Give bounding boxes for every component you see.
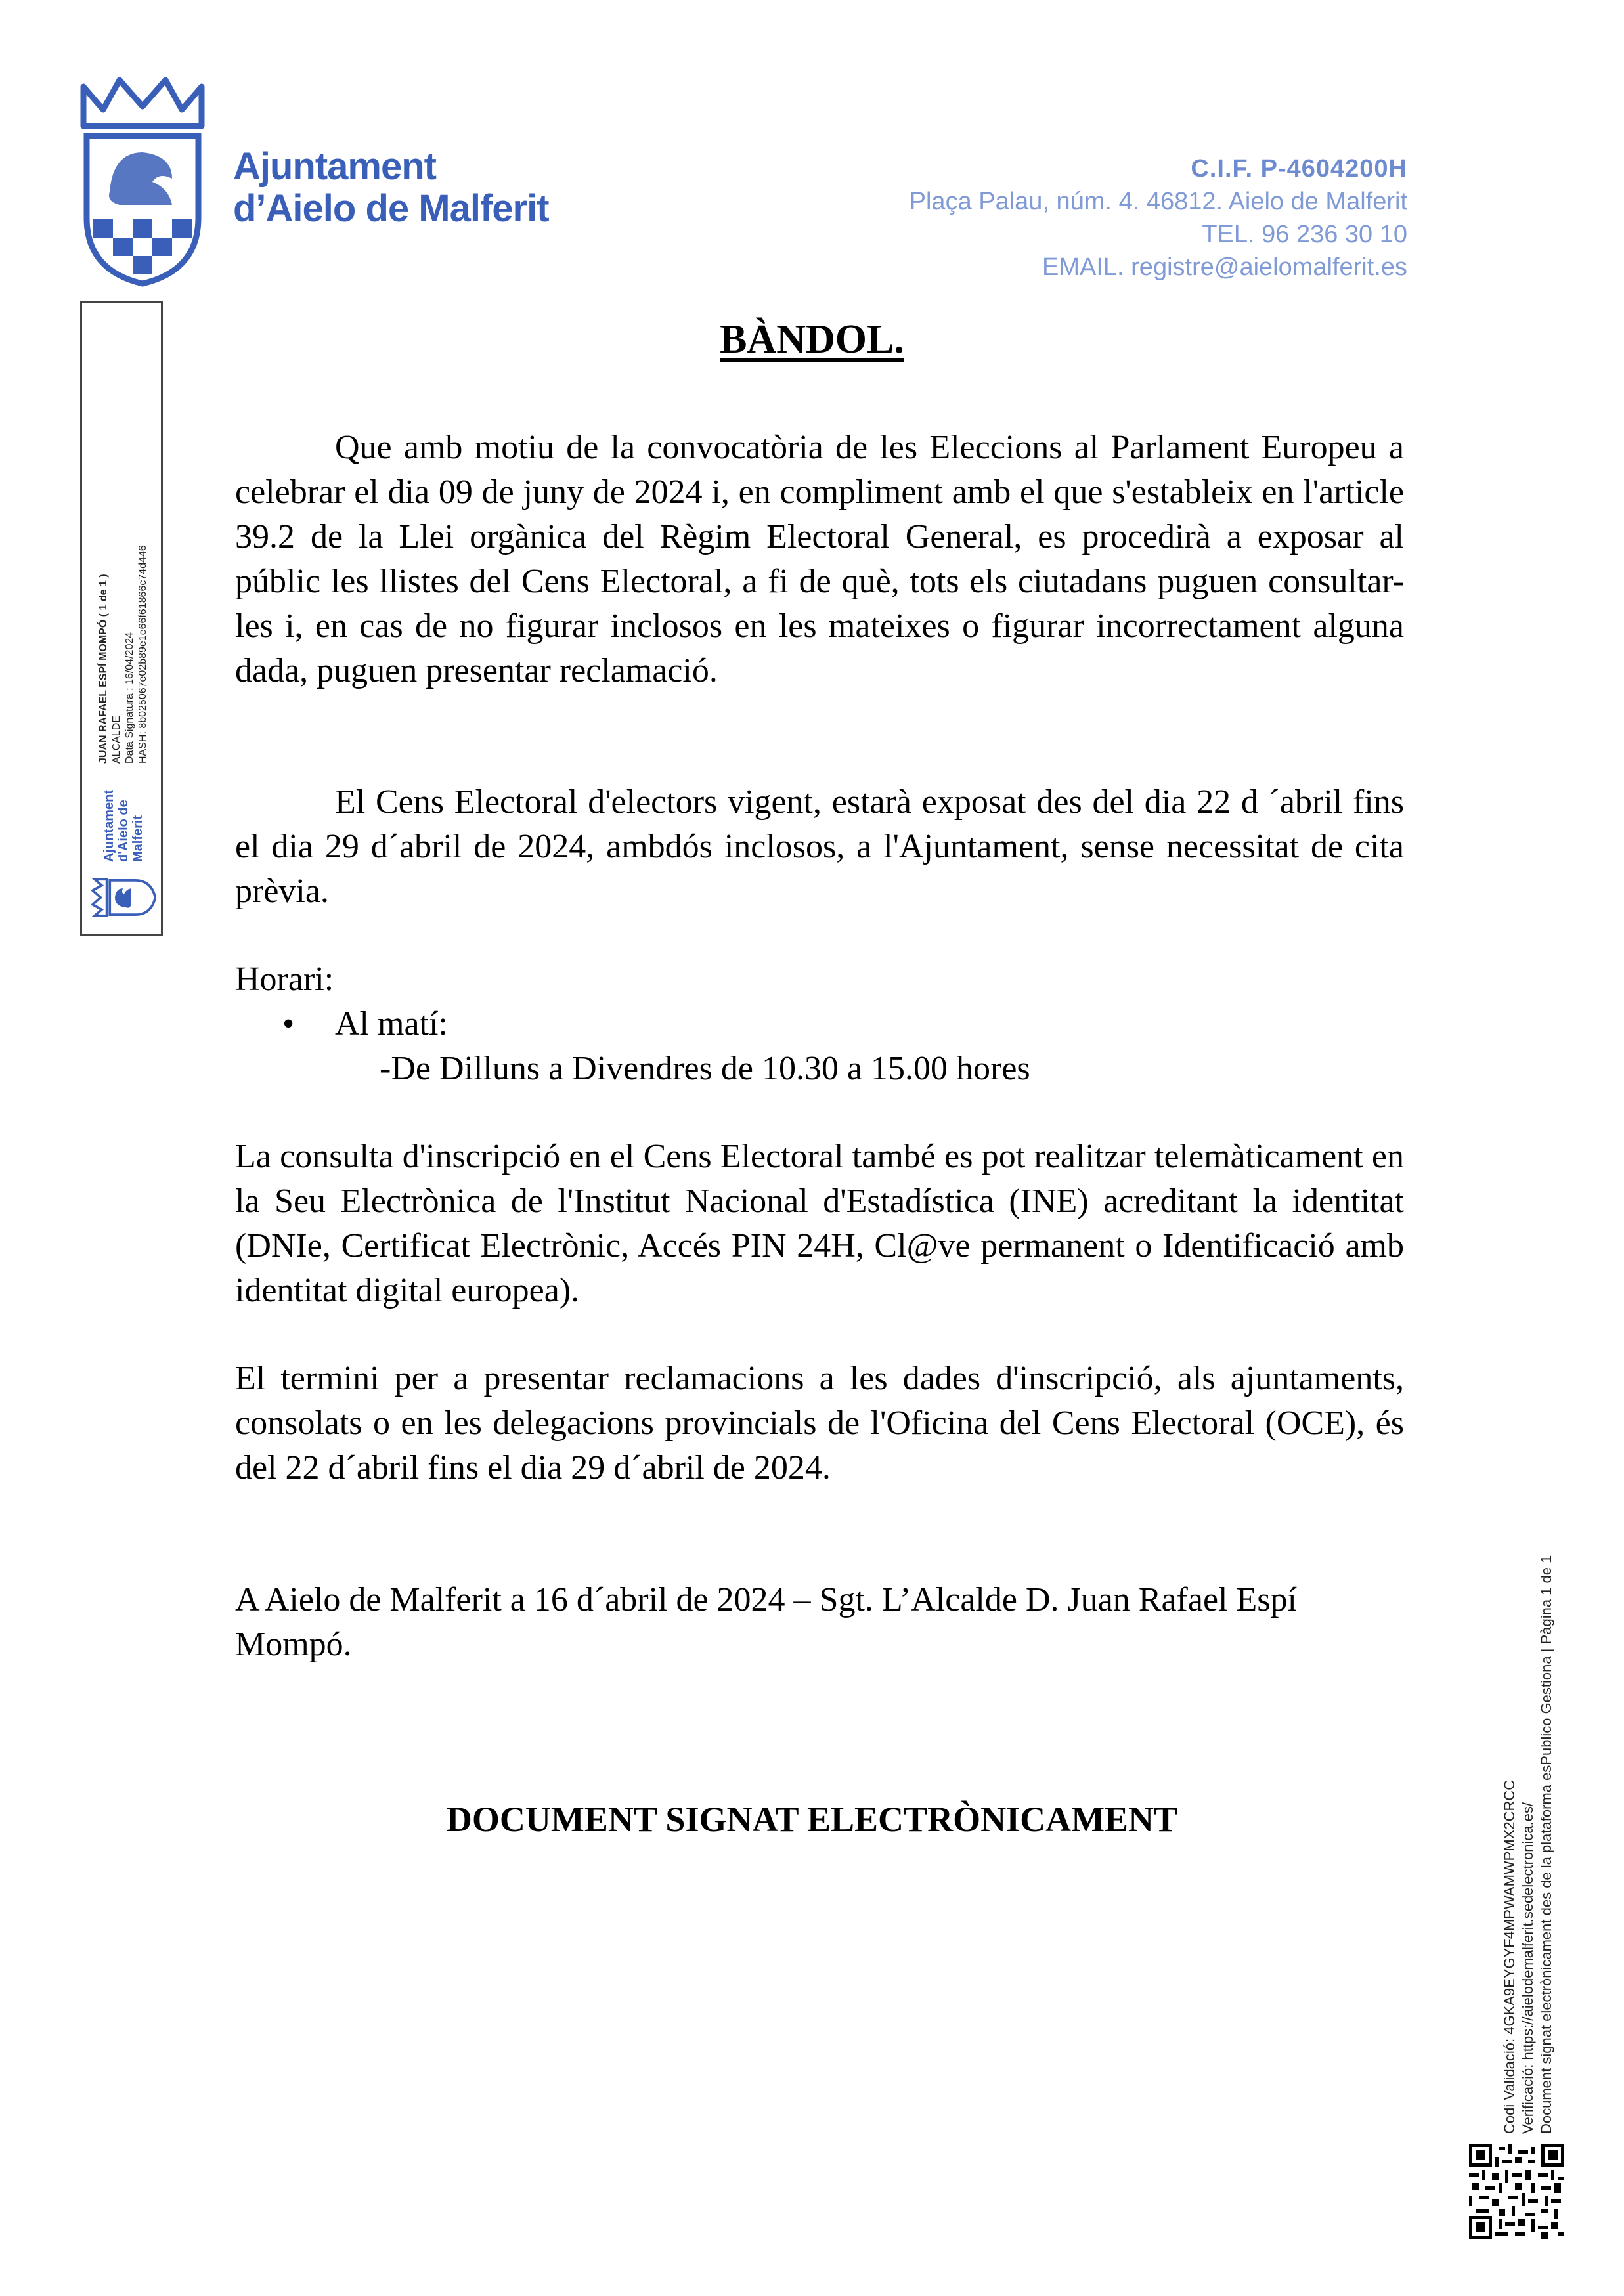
contact-block xyxy=(910,152,1407,284)
municipal-coat-of-arms-logo xyxy=(80,74,205,287)
document-title: BÀNDOL. xyxy=(720,317,904,362)
paragraph-claims-period: El termini per a presentar reclamacions a les dades d'inscripció, als ajuntaments, consolats o en les delegacions provincials de l'Oficina del Cens Electoral (OCE), és del 22 d´abril fins el dia 29 d´abril de 2024. xyxy=(235,1360,1404,1486)
stamp-role: ALCALDE xyxy=(111,716,122,764)
bullet-icon: • xyxy=(282,1005,295,1043)
stamp-brand xyxy=(102,783,145,862)
brand-line-1: Ajuntament xyxy=(233,145,436,188)
address: Plaça Palau, núm. 4. 46812. Aielo de Malferit xyxy=(909,188,1407,215)
stamp-signer: JUAN RAFAEL ESPÍ MOMPÓ ( 1 de 1 ) xyxy=(98,574,109,764)
schedule-hours: -De Dilluns a Divendres de 10.30 a 15.00 hores xyxy=(380,1050,1030,1087)
stamp-details xyxy=(97,545,150,764)
signature-stamp xyxy=(80,301,163,936)
qr-code-icon[interactable] xyxy=(1469,2144,1564,2239)
paragraph-announcement: Que amb motiu de la convocatòria de les Eleccions al Parlament Europeu a celebrar el dia 09 de juny de 2024 i, en compliment amb el que s'estableix en l'article 39.2 de la Llei orgànica del Règim Electoral General, es procedirà a exposar al públic les llistes del Cens Electoral, a fi de què, tots els ciutadans puguen consultar-les i, en cas de no figurar inclosos en les mateixes o figurar incorrectament alguna dada, puguen presentar reclamació. xyxy=(235,429,1404,689)
paragraph-signature-line: A Aielo de Malferit a 16 d´abril de 2024 – Sgt. L’Alcalde D. Juan Rafael Espí Mompó. xyxy=(235,1581,1297,1663)
paragraph-online-consultation: La consulta d'inscripció en el Cens Electoral també es pot realitzar telemàticament en la Seu Electrònica de l'Institut Nacional d'Estadística (INE) acreditant la identitat (DNIe, Certificat Electrònic, Accés PIN 24H, Cl@ve permanent o Identificació amb identitat digital europea). xyxy=(235,1138,1404,1309)
brand-name xyxy=(233,146,549,230)
validation-block xyxy=(1501,1444,1556,2134)
phone: TEL. 96 236 30 10 xyxy=(1202,221,1407,248)
email: EMAIL. registre@aielomalferit.es xyxy=(1042,253,1407,281)
validation-platform: Document signat electrònicament des de la plataforma esPublico Gestiona | Pàgina 1 de 1 xyxy=(1538,1555,1554,2134)
stamp-brand-line-1: Ajuntament xyxy=(102,790,116,862)
stamp-brand-line-2: d'Aielo de Malferit xyxy=(116,800,145,862)
paragraph-exposure: El Cens Electoral d'electors vigent, estarà exposat des del dia 22 d ´abril fins el dia 29 d´abril de 2024, ambdós inclosos, a l'Ajuntament, sense necessitat de cita prèvia. xyxy=(235,783,1404,910)
schedule-label: Horari: xyxy=(235,961,334,998)
stamp-hash: HASH: 8b025067e02b89e1e66f61866c74d446 xyxy=(137,545,148,764)
validation-code: Codi Validació: 4GKA9EYGYF4MPWAMWPMX2CRCC xyxy=(1501,1779,1518,2134)
cif: C.I.F. P-4604200H xyxy=(1191,155,1407,183)
bullet-text: Al matí: xyxy=(335,1005,448,1043)
signed-electronically-label: DOCUMENT SIGNAT ELECTRÒNICAMENT xyxy=(446,1800,1178,1839)
stamp-logo-icon xyxy=(91,865,156,930)
schedule-bullet xyxy=(282,1002,448,1047)
stamp-date: Data Signatura : 16/04/2024 xyxy=(124,632,135,764)
validation-url: Verificació: https://aielodemalferit.sedelectronica.es/ xyxy=(1520,1802,1536,2134)
brand-line-2: d’Aielo de Malferit xyxy=(233,187,549,230)
